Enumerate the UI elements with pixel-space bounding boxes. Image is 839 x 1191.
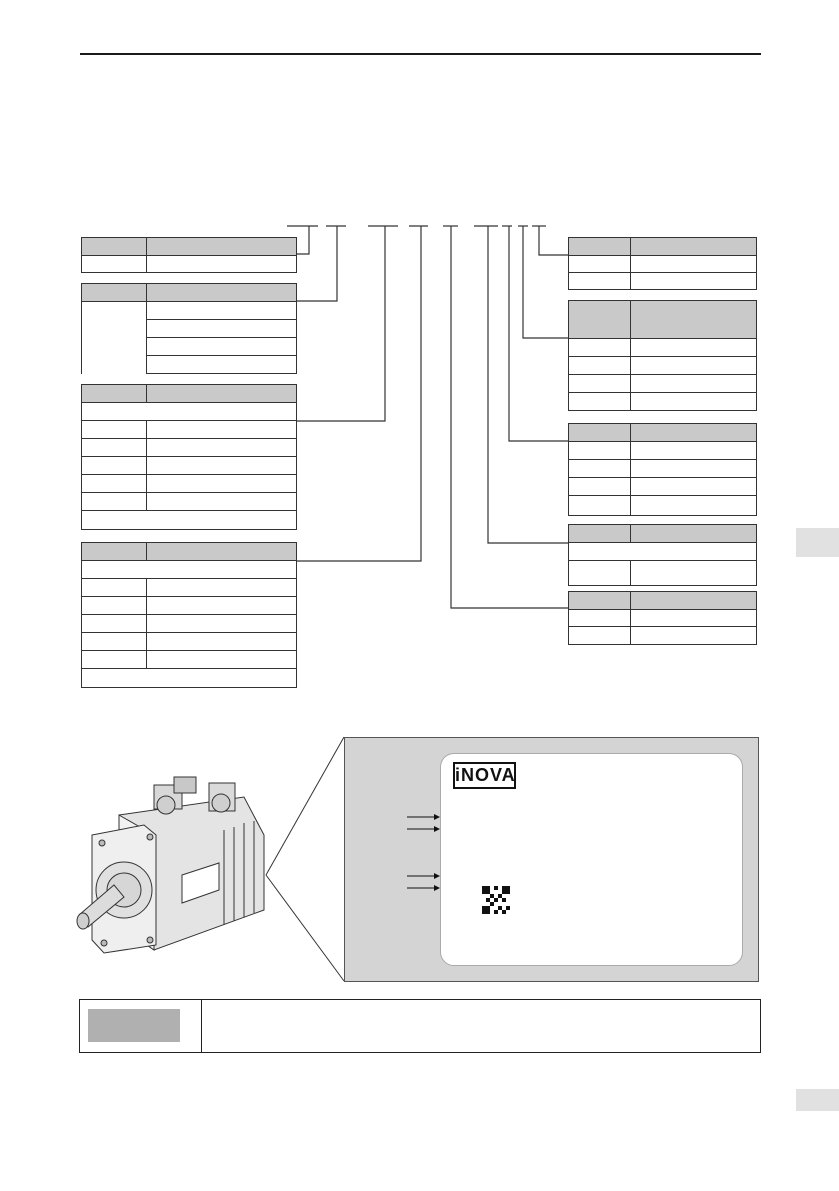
table-customized-code — [568, 237, 757, 290]
chapter-tab[interactable] — [796, 528, 839, 557]
inovance-logo: iNOVA — [453, 762, 516, 789]
table-rated-power — [81, 384, 297, 530]
table-product-series — [81, 237, 297, 273]
table-voltage-class — [568, 591, 757, 645]
note-box — [79, 999, 761, 1053]
note-badge — [88, 1009, 180, 1042]
table-shaft-connection — [568, 300, 757, 411]
servo-motor-illustration — [74, 775, 274, 955]
note-divider — [201, 1000, 202, 1052]
table-motor-type — [81, 283, 297, 374]
callout-lines — [260, 735, 350, 985]
table-rated-speed — [81, 542, 297, 688]
page-number-tab — [796, 1089, 839, 1111]
qr-code-icon — [482, 886, 510, 914]
table-encoder-type — [568, 524, 757, 586]
table-brake-oil-seal — [568, 423, 757, 516]
nameplate-arrows — [405, 812, 445, 892]
